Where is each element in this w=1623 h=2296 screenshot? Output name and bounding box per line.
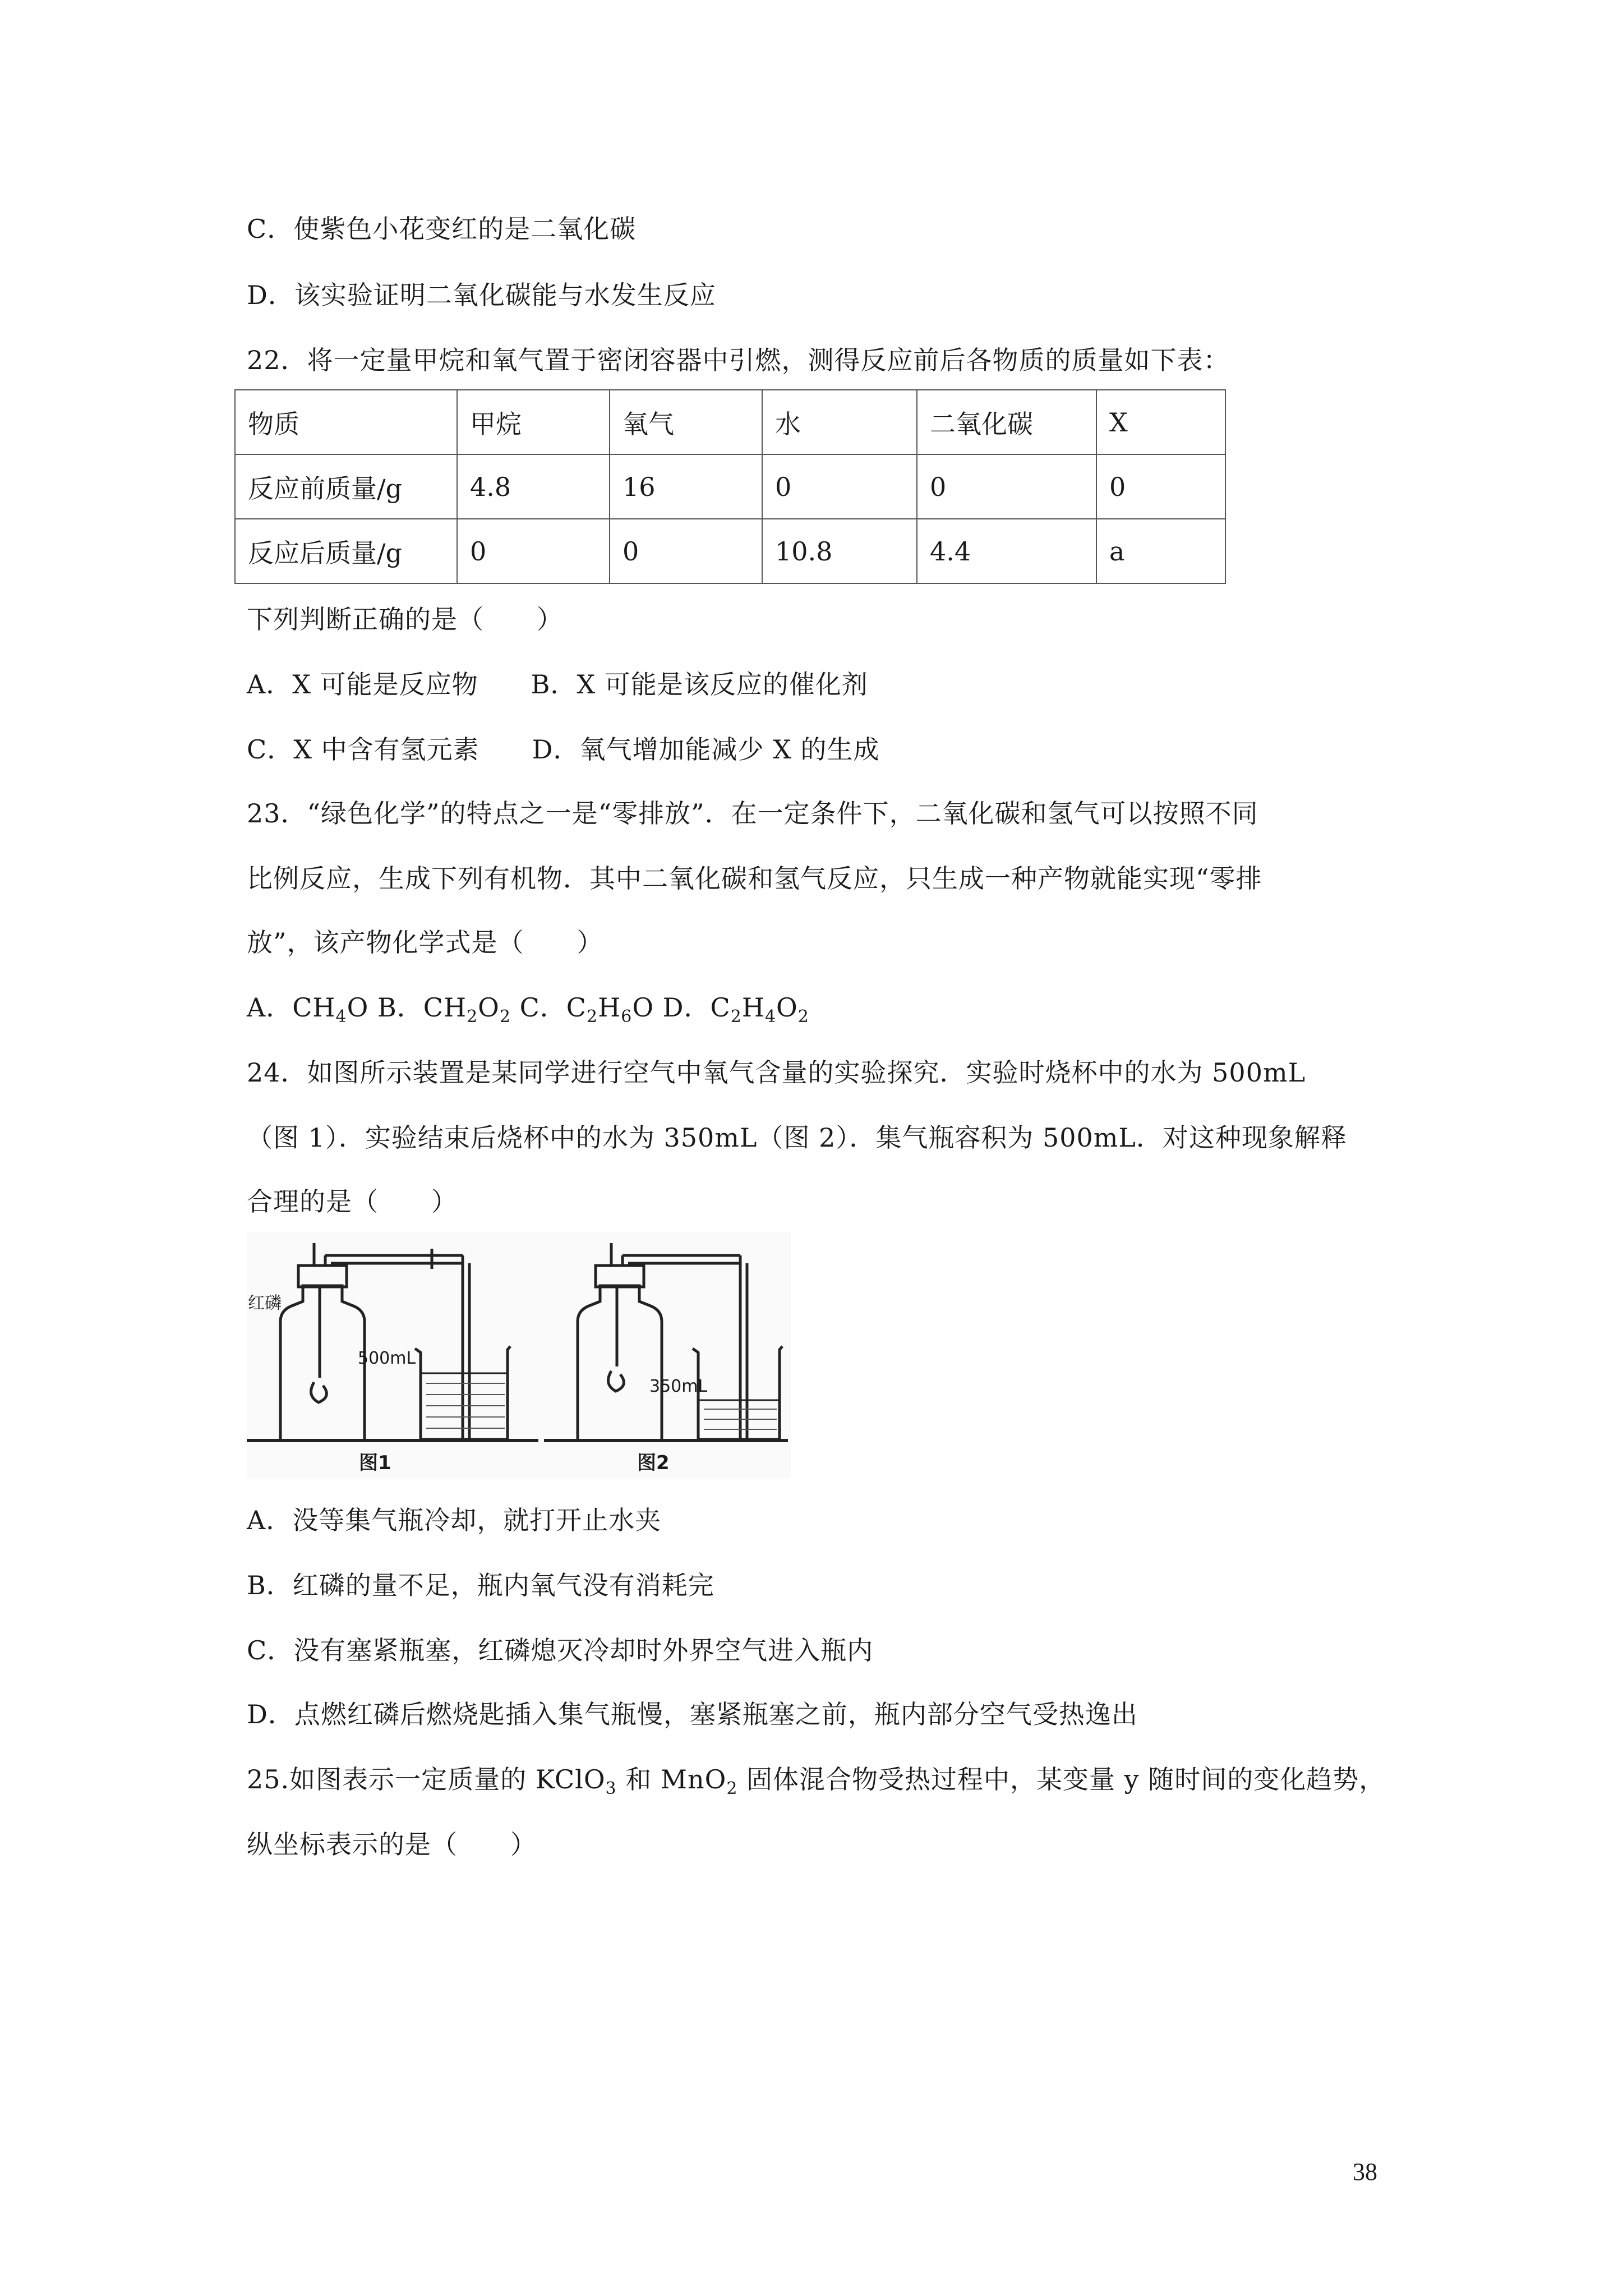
table-cell: 反应前质量/g <box>235 454 457 519</box>
table-header-cell: 氧气 <box>610 390 762 454</box>
q22-options-cd: C．X 中含有氢元素 D．氧气增加能减少 X 的生成 <box>247 734 880 765</box>
red-phosphorus-label: 红磷 <box>248 1294 282 1313</box>
formula-text: A．CH <box>247 992 336 1023</box>
formula-text: C．C <box>510 992 587 1023</box>
formula-text: H <box>741 992 765 1023</box>
q23-options <box>247 991 809 1034</box>
q21-option-c: C．使紫色小花变红的是二氧化碳 <box>247 214 637 244</box>
table-cell: a <box>1096 519 1225 583</box>
page-number: 38 <box>1353 2158 1377 2185</box>
table-cell: 4.4 <box>917 519 1096 583</box>
table-row <box>235 454 1225 519</box>
formula-text: O <box>478 992 500 1023</box>
subscript: 2 <box>730 1007 742 1027</box>
table-cell: 反应后质量/g <box>235 519 457 583</box>
subscript: 6 <box>621 1007 633 1027</box>
table-cell: 10.8 <box>762 519 917 583</box>
q22-prompt: 下列判断正确的是（ ） <box>247 604 563 634</box>
formula-text: O D．C <box>632 992 731 1023</box>
formula-text: O <box>776 992 798 1023</box>
q24-stem-line2: （图 1）．实验结束后烧杯中的水为 350mL（图 2）．集气瓶容积为 500mL．对这种现象解释 <box>247 1122 1347 1153</box>
table-row <box>235 519 1225 583</box>
table-cell: 0 <box>610 519 762 583</box>
subscript: 4 <box>764 1007 777 1027</box>
table-header-cell: 物质 <box>235 390 457 454</box>
stem-text: 25.如图表示一定质量的 KClO <box>247 1764 606 1795</box>
subscript: 3 <box>605 1779 617 1798</box>
volume-label-500: 500mL <box>358 1349 416 1368</box>
table-header-cell: 甲烷 <box>457 390 610 454</box>
gas-bottle-2 <box>578 1286 662 1439</box>
combustion-spoon-2 <box>608 1371 624 1391</box>
q24-option-d: D．点燃红磷后燃烧匙插入集气瓶慢，塞紧瓶塞之前，瓶内部分空气受热逸出 <box>247 1699 1138 1729</box>
table-header-cell: 二氧化碳 <box>917 390 1096 454</box>
table-header-row <box>235 390 1225 454</box>
q25-stem-line1 <box>247 1763 1385 1806</box>
stopper-1 <box>298 1266 347 1287</box>
apparatus-diagram <box>247 1232 791 1479</box>
subscript: 4 <box>335 1007 347 1027</box>
q21-option-d: D．该实验证明二氧化碳能与水发生反应 <box>247 280 716 310</box>
q22-options-ab: A．X 可能是反应物 B．X 可能是该反应的催化剂 <box>247 669 868 700</box>
table-cell: 0 <box>762 454 917 519</box>
table-cell: 0 <box>457 519 610 583</box>
q22-stem: 22．将一定量甲烷和氧气置于密闭容器中引燃，测得反应前后各物质的质量如下表： <box>247 345 1230 375</box>
formula-text: O B．CH <box>347 992 467 1023</box>
q24-option-b: B．红磷的量不足，瓶内氧气没有消耗完 <box>247 1570 714 1600</box>
q25-stem-line2: 纵坐标表示的是（ ） <box>247 1829 537 1860</box>
formula-text: H <box>598 992 621 1023</box>
subscript: 2 <box>499 1007 511 1027</box>
stopper-2 <box>596 1266 644 1287</box>
table-cell: 4.8 <box>457 454 610 519</box>
table-cell: 16 <box>610 454 762 519</box>
table-cell: 0 <box>917 454 1096 519</box>
figure-caption-1: 图1 <box>359 1452 391 1474</box>
q23-stem-line2: 比例反应，生成下列有机物．其中二氧化碳和氢气反应，只生成一种产物就能实现“零排 <box>247 863 1262 894</box>
stem-text: 和 MnO <box>616 1764 727 1795</box>
combustion-spoon-1 <box>311 1382 327 1402</box>
subscript: 2 <box>797 1007 809 1027</box>
oxygen-experiment-figure <box>247 1232 791 1479</box>
q24-option-a: A．没等集气瓶冷却，就打开止水夹 <box>247 1505 662 1535</box>
figure-caption-2: 图2 <box>637 1452 670 1474</box>
table-cell: 0 <box>1096 454 1225 519</box>
table-header-cell: X <box>1096 390 1225 454</box>
q23-stem-line1: 23．“绿色化学”的特点之一是“零排放”．在一定条件下，二氧化碳和氢气可以按照不同 <box>247 798 1258 829</box>
q22-mass-table <box>234 389 1226 584</box>
q24-stem-line1: 24．如图所示装置是某同学进行空气中氧气含量的实验探究．实验时烧杯中的水为 500mL <box>247 1057 1306 1088</box>
q24-option-c: C．没有塞紧瓶塞，红磷熄灭冷却时外界空气进入瓶内 <box>247 1635 874 1665</box>
volume-label-350: 350mL <box>649 1377 708 1396</box>
q24-stem-line3: 合理的是（ ） <box>247 1186 458 1217</box>
subscript: 2 <box>726 1779 738 1798</box>
table-header-cell: 水 <box>762 390 917 454</box>
gas-bottle-1 <box>280 1286 365 1439</box>
q23-stem-line3: 放”，该产物化学式是（ ） <box>247 927 603 958</box>
subscript: 2 <box>587 1007 598 1027</box>
subscript: 2 <box>467 1007 478 1027</box>
stem-text: 固体混合物受热过程中，某变量 y 随时间的变化趋势， <box>737 1764 1386 1795</box>
